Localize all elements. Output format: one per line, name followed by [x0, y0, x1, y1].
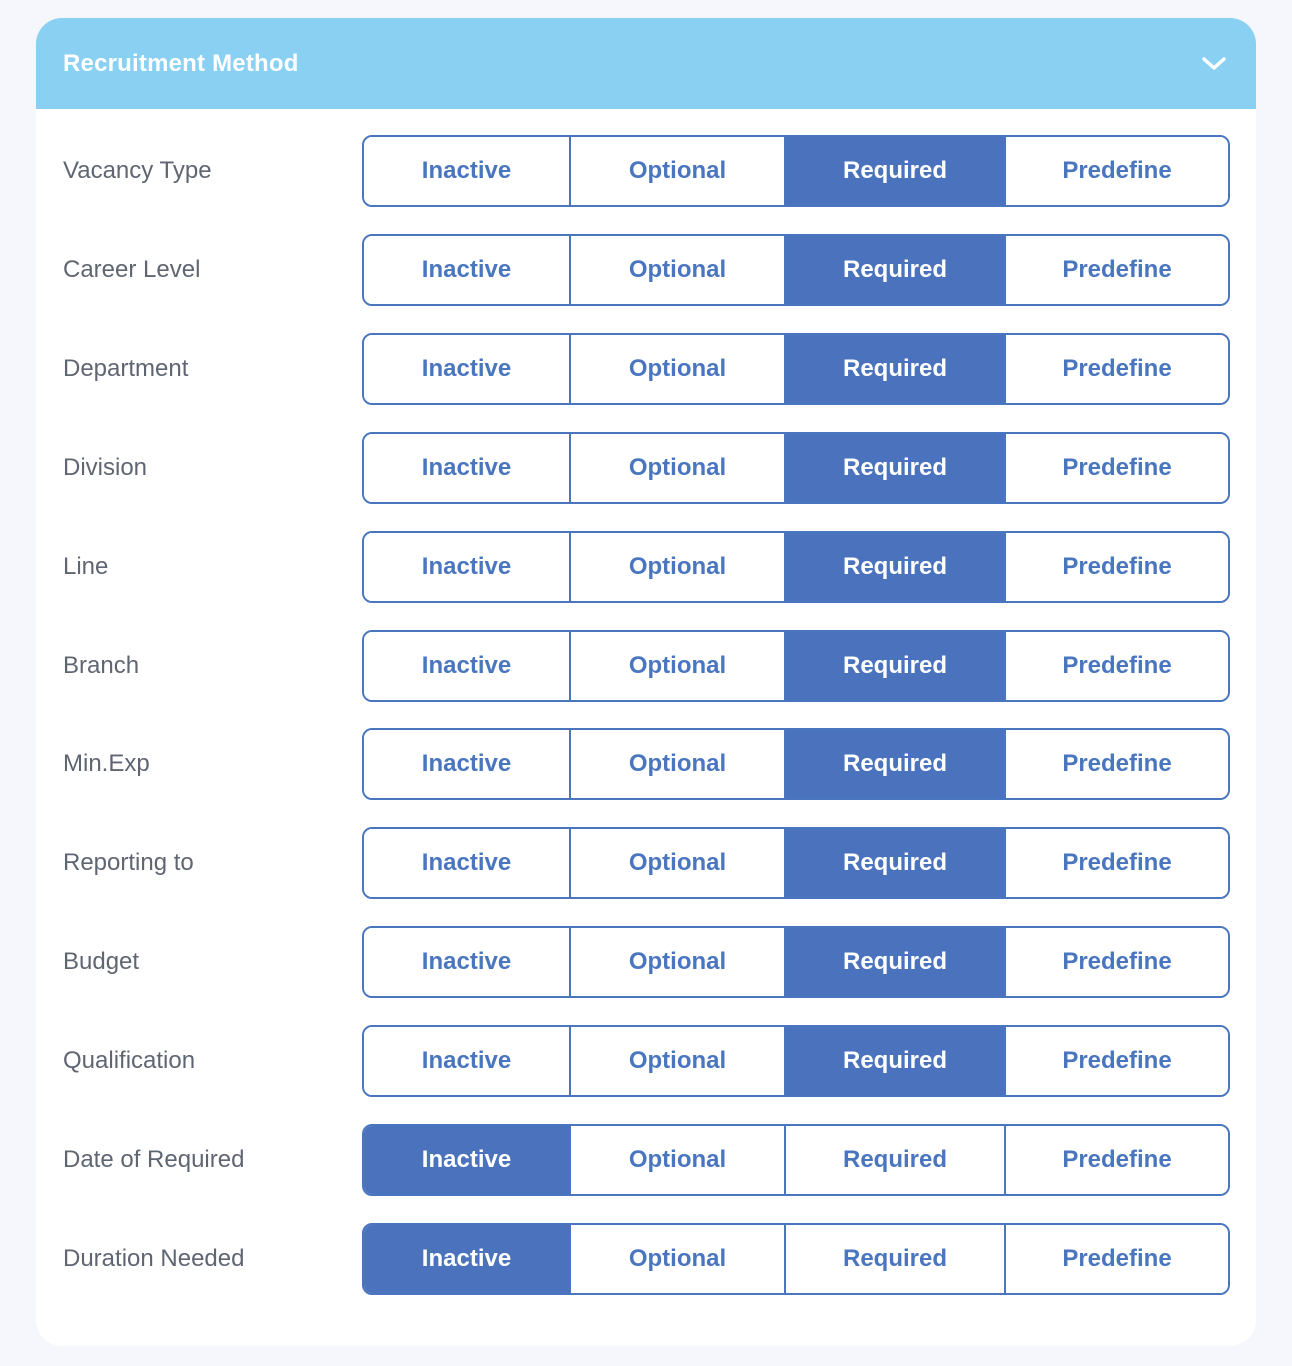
option-predefine-button[interactable]: Predefine — [1004, 1027, 1228, 1095]
option-inactive-button[interactable]: Inactive — [364, 137, 569, 205]
option-optional-button[interactable]: Optional — [569, 137, 784, 205]
setting-row — [36, 333, 1256, 405]
option-predefine-button[interactable]: Predefine — [1004, 730, 1228, 798]
option-predefine-button[interactable]: Predefine — [1004, 236, 1228, 304]
option-segmented-control — [362, 827, 1230, 899]
option-predefine-button[interactable]: Predefine — [1004, 137, 1228, 205]
setting-label: Qualification — [63, 1047, 196, 1074]
option-required-button[interactable]: Required — [784, 730, 1004, 798]
setting-row — [36, 531, 1256, 603]
option-segmented-control — [362, 432, 1230, 504]
option-required-button[interactable]: Required — [784, 533, 1004, 601]
option-required-button[interactable]: Required — [784, 1225, 1004, 1293]
setting-row — [36, 630, 1256, 702]
setting-row — [36, 728, 1256, 800]
option-predefine-button[interactable]: Predefine — [1004, 1225, 1228, 1293]
option-segmented-control — [362, 135, 1230, 207]
option-inactive-button[interactable]: Inactive — [364, 1027, 569, 1095]
option-optional-button[interactable]: Optional — [569, 928, 784, 996]
setting-label: Department — [63, 355, 189, 382]
setting-label: Reporting to — [63, 849, 194, 876]
option-required-button[interactable]: Required — [784, 632, 1004, 700]
setting-label: Branch — [63, 652, 140, 679]
option-inactive-button[interactable]: Inactive — [364, 1225, 569, 1293]
setting-label: Career Level — [63, 256, 201, 283]
option-segmented-control — [362, 234, 1230, 306]
option-predefine-button[interactable]: Predefine — [1004, 434, 1228, 502]
option-segmented-control — [362, 728, 1230, 800]
setting-label: Min.Exp — [63, 750, 150, 777]
option-required-button[interactable]: Required — [784, 434, 1004, 502]
option-segmented-control — [362, 630, 1230, 702]
setting-row — [36, 432, 1256, 504]
panel-header[interactable] — [36, 18, 1256, 109]
setting-label: Budget — [63, 948, 140, 975]
option-optional-button[interactable]: Optional — [569, 434, 784, 502]
setting-row — [36, 1223, 1256, 1295]
option-optional-button[interactable]: Optional — [569, 730, 784, 798]
option-required-button[interactable]: Required — [784, 335, 1004, 403]
option-predefine-button[interactable]: Predefine — [1004, 533, 1228, 601]
option-required-button[interactable]: Required — [784, 928, 1004, 996]
option-inactive-button[interactable]: Inactive — [364, 829, 569, 897]
option-predefine-button[interactable]: Predefine — [1004, 1126, 1228, 1194]
option-required-button[interactable]: Required — [784, 236, 1004, 304]
option-segmented-control — [362, 531, 1230, 603]
setting-label: Division — [63, 454, 148, 481]
setting-row — [36, 1025, 1256, 1097]
option-required-button[interactable]: Required — [784, 137, 1004, 205]
option-required-button[interactable]: Required — [784, 1126, 1004, 1194]
recruitment-method-panel — [36, 18, 1256, 1346]
option-optional-button[interactable]: Optional — [569, 335, 784, 403]
option-optional-button[interactable]: Optional — [569, 632, 784, 700]
option-predefine-button[interactable]: Predefine — [1004, 928, 1228, 996]
option-inactive-button[interactable]: Inactive — [364, 533, 569, 601]
option-segmented-control — [362, 1124, 1230, 1196]
option-inactive-button[interactable]: Inactive — [364, 434, 569, 502]
option-required-button[interactable]: Required — [784, 829, 1004, 897]
setting-label: Duration Needed — [63, 1245, 245, 1272]
setting-row — [36, 1124, 1256, 1196]
option-predefine-button[interactable]: Predefine — [1004, 632, 1228, 700]
option-segmented-control — [362, 1223, 1230, 1295]
option-inactive-button[interactable]: Inactive — [364, 928, 569, 996]
option-segmented-control — [362, 926, 1230, 998]
chevron-down-icon[interactable] — [1199, 49, 1229, 79]
setting-row — [36, 827, 1256, 899]
option-inactive-button[interactable]: Inactive — [364, 236, 569, 304]
option-inactive-button[interactable]: Inactive — [364, 335, 569, 403]
setting-label: Vacancy Type — [63, 157, 212, 184]
option-optional-button[interactable]: Optional — [569, 829, 784, 897]
option-optional-button[interactable]: Optional — [569, 1027, 784, 1095]
setting-row — [36, 926, 1256, 998]
option-required-button[interactable]: Required — [784, 1027, 1004, 1095]
option-segmented-control — [362, 1025, 1230, 1097]
option-inactive-button[interactable]: Inactive — [364, 632, 569, 700]
option-predefine-button[interactable]: Predefine — [1004, 829, 1228, 897]
setting-label: Date of Required — [63, 1146, 245, 1173]
option-optional-button[interactable]: Optional — [569, 236, 784, 304]
option-segmented-control — [362, 333, 1230, 405]
option-inactive-button[interactable]: Inactive — [364, 1126, 569, 1194]
option-optional-button[interactable]: Optional — [569, 1126, 784, 1194]
setting-row — [36, 234, 1256, 306]
option-optional-button[interactable]: Optional — [569, 533, 784, 601]
option-optional-button[interactable]: Optional — [569, 1225, 784, 1293]
option-predefine-button[interactable]: Predefine — [1004, 335, 1228, 403]
setting-label: Line — [63, 553, 109, 580]
panel-title: Recruitment Method — [63, 49, 299, 77]
setting-row — [36, 135, 1256, 207]
option-inactive-button[interactable]: Inactive — [364, 730, 569, 798]
